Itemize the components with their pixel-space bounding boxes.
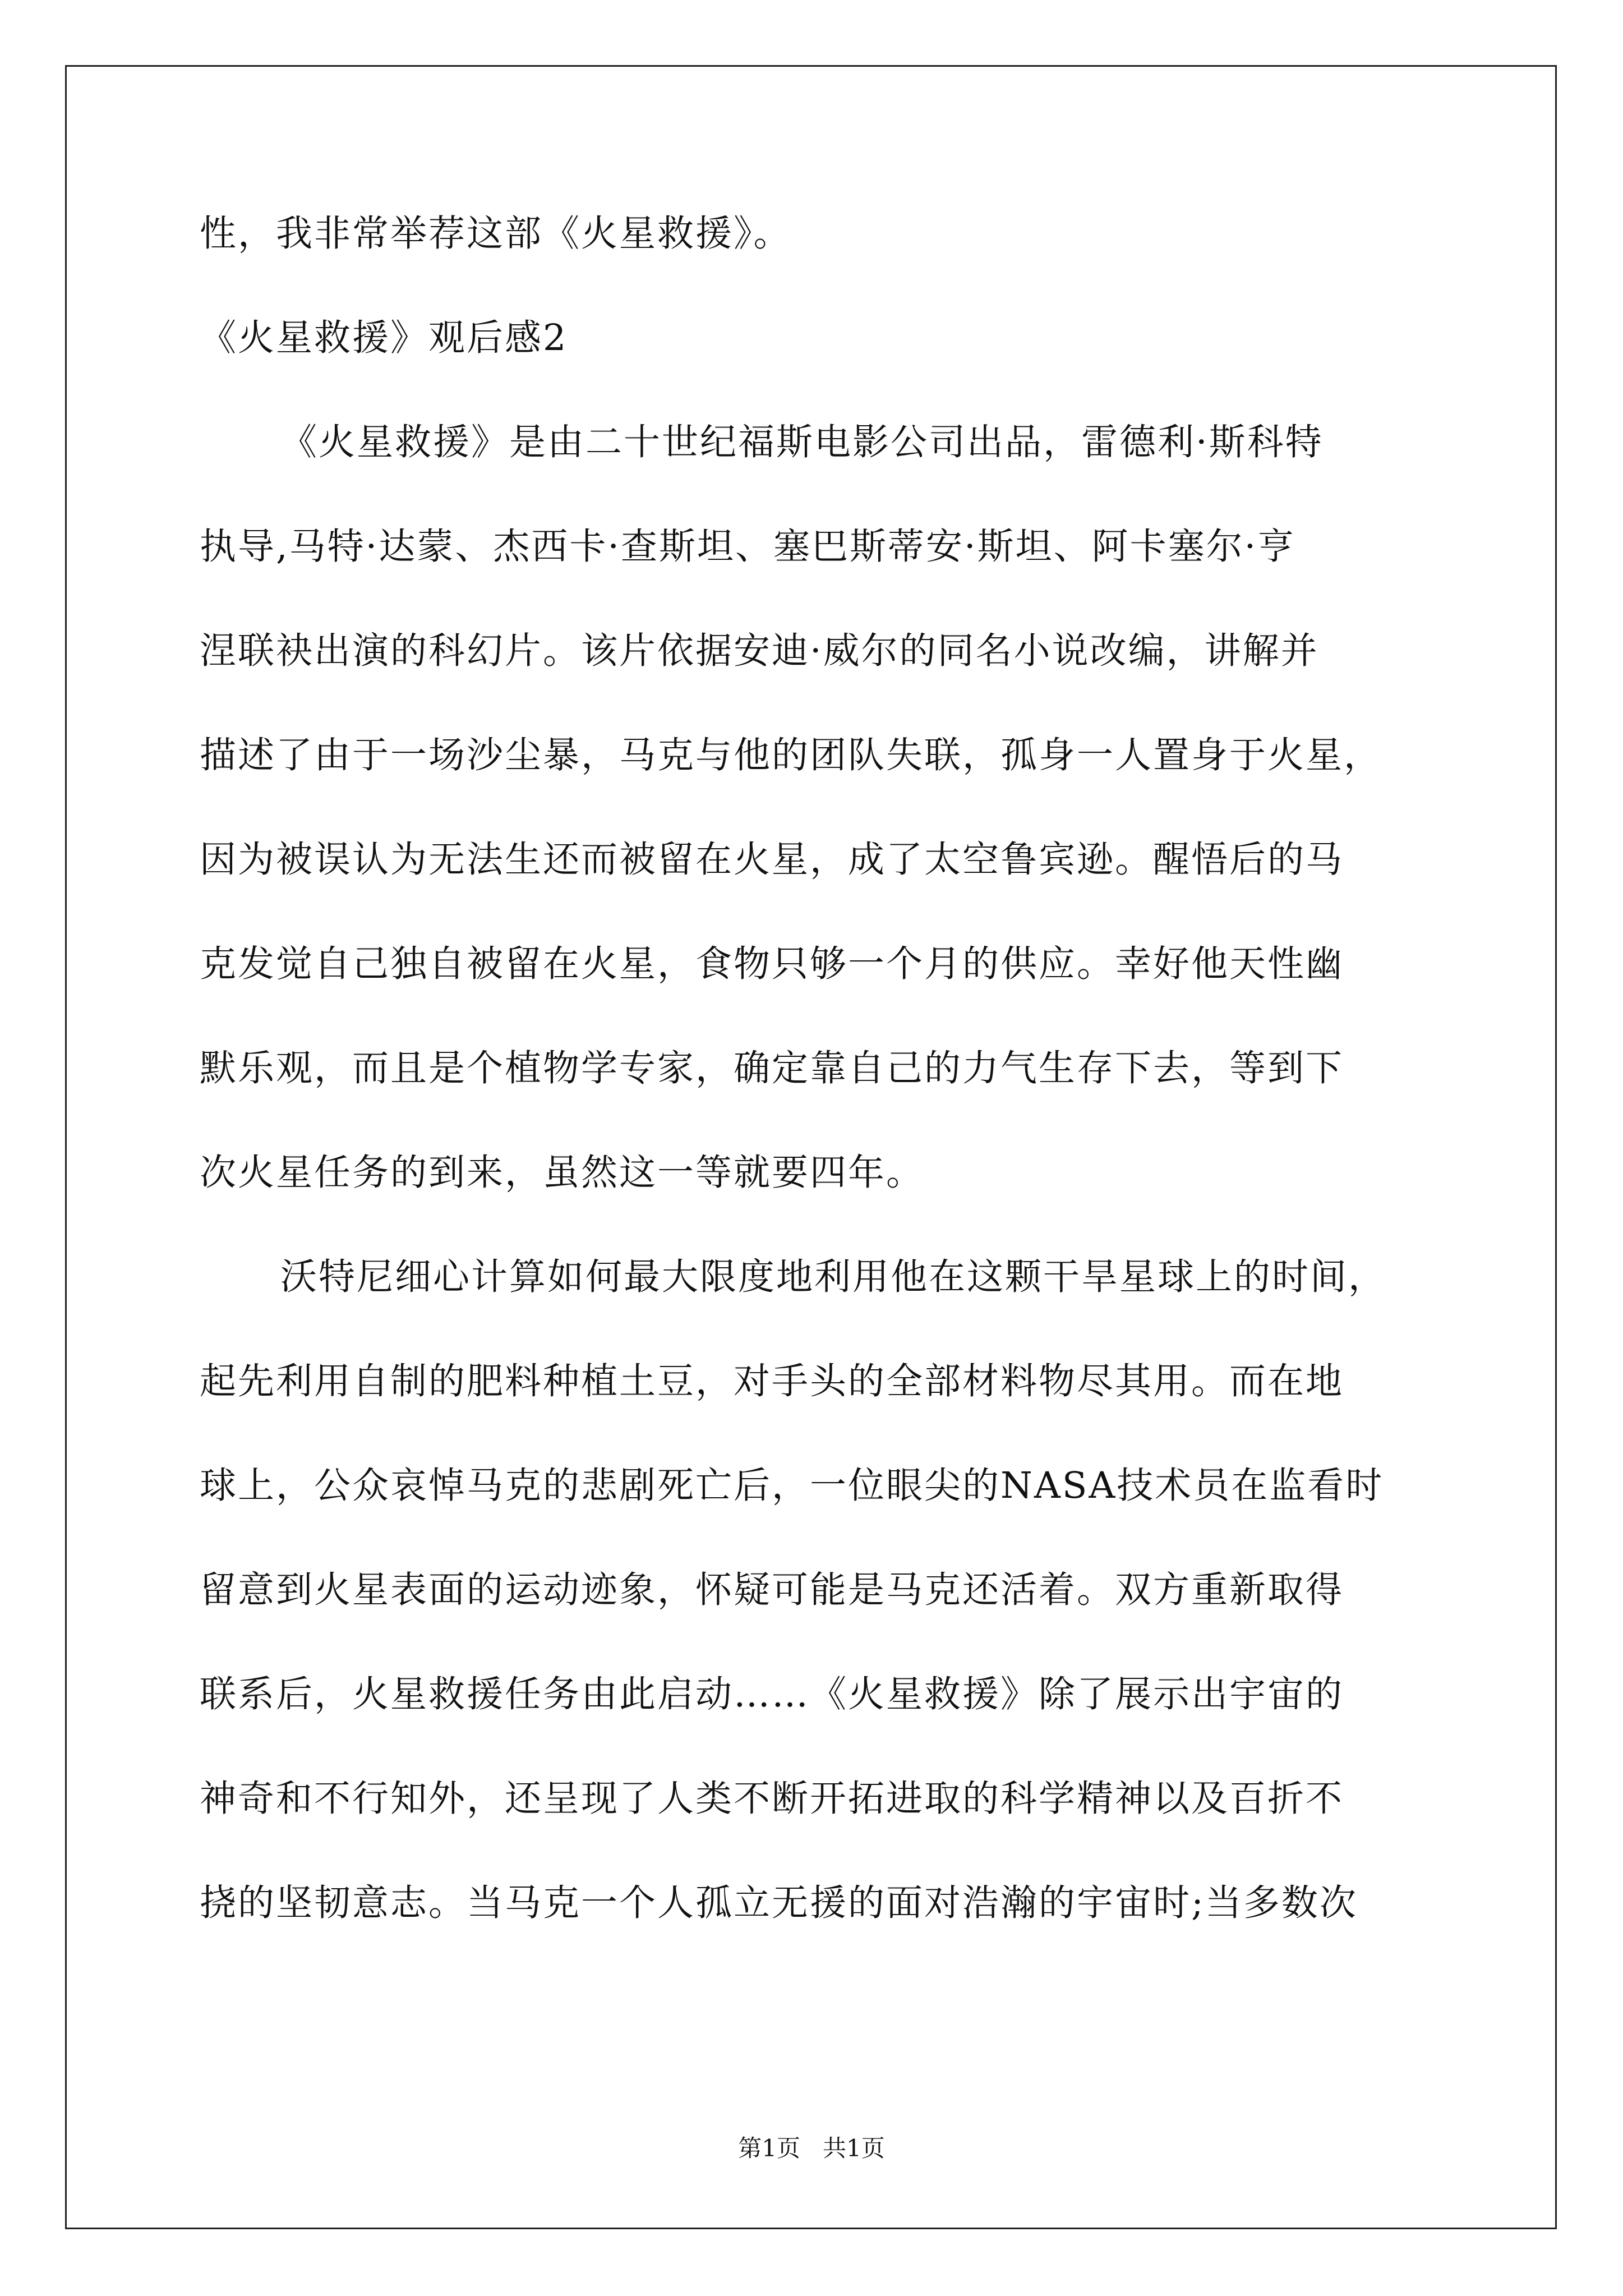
paragraph-line: 《火星救援》是由二十世纪福斯电影公司出品，雷德利·斯科特	[280, 421, 1324, 463]
document-body	[200, 208, 1467, 1929]
paragraph-line: 执导,马特·达蒙、杰西卡·查斯坦、塞巴斯蒂安·斯坦、阿卡塞尔·亨	[200, 526, 1296, 568]
page-number: 第1页 共1页	[738, 2134, 885, 2162]
paragraph-line: 默乐观，而且是个植物学专家，确定靠自己的力气生存下去，等到下	[200, 1047, 1344, 1089]
paragraph-line: 涅联袂出演的科幻片。该片依据安迪·威尔的同名小说改编，讲解并	[200, 630, 1319, 672]
paragraph-line: 球上，公众哀悼马克的悲剧死亡后，一位眼尖的NASA技术员在监看时	[200, 1465, 1384, 1507]
paragraph-line: 沃特尼细心计算如何最大限度地利用他在这颗干旱星球上的时间，	[280, 1256, 1387, 1298]
section-heading: 《火星救援》观后感2	[200, 317, 568, 359]
paragraph-line: 留意到火星表面的运动迹象，怀疑可能是马克还活着。双方重新取得	[200, 1569, 1344, 1611]
paragraph-line: 联系后，火星救援任务由此启动……《火星救援》除了展示出宇宙的	[200, 1673, 1344, 1715]
paragraph-line: 描述了由于一场沙尘暴，马克与他的团队失联，孤身一人置身于火星，	[200, 734, 1382, 776]
paragraph-line: 起先利用自制的肥料种植土豆，对手头的全部材料物尽其用。而在地	[200, 1360, 1344, 1402]
paragraph-line: 神奇和不行知外，还呈现了人类不断开拓进取的科学精神以及百折不	[200, 1778, 1344, 1820]
paragraph-line: 挠的坚韧意志。当马克一个人孤立无援的面对浩瀚的宇宙时;当多数次	[200, 1882, 1358, 1924]
paragraph-line: 性，我非常举荐这部《火星救援》。	[200, 213, 792, 255]
paragraph-line: 次火星任务的到来，虽然这一等就要四年。	[200, 1152, 925, 1194]
paragraph-line: 克发觉自己独自被留在火星，食物只够一个月的供应。幸好他天性幽	[200, 943, 1344, 985]
paragraph-line: 因为被误认为无法生还而被留在火星，成了太空鲁宾逊。醒悟后的马	[200, 839, 1344, 881]
